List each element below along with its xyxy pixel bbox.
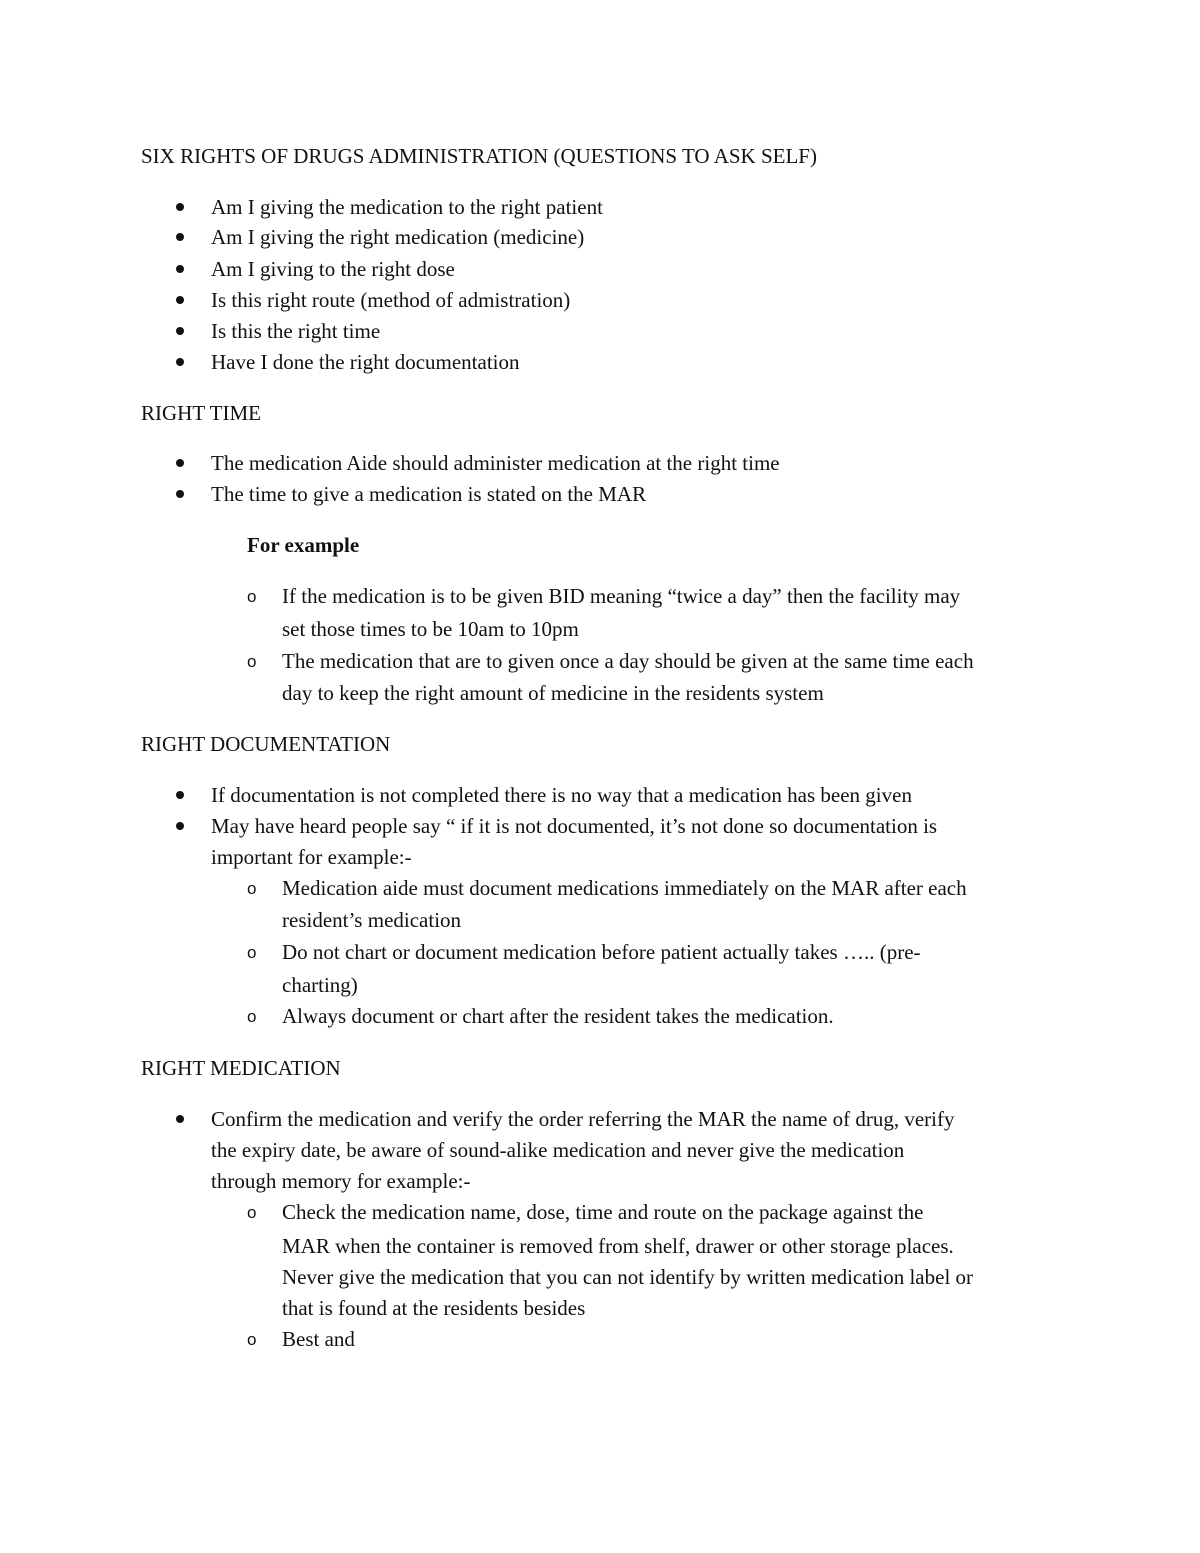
heading-six-rights: SIX RIGHTS OF DRUGS ADMINISTRATION (QUESTIONS TO ASK SELF): [141, 144, 817, 168]
list-item-line: Confirm the medication and verify the order referring the MAR the name of drug, verify: [211, 1107, 955, 1131]
sub-bullet-icon: o: [247, 1203, 257, 1222]
bullet-icon: [176, 358, 184, 366]
sub-list-item-line: day to keep the right amount of medicine in the residents system: [282, 681, 824, 705]
list-item-line: important for example:-: [211, 845, 412, 869]
sub-list-item-line: charting): [282, 973, 358, 997]
sub-bullet-icon: o: [247, 943, 257, 962]
list-item: The medication Aide should administer medication at the right time: [211, 451, 780, 475]
sub-bullet-icon: o: [247, 879, 257, 898]
heading-right-documentation: RIGHT DOCUMENTATION: [141, 732, 391, 756]
sub-bullet-icon: o: [247, 1007, 257, 1026]
list-item: The time to give a medication is stated on the MAR: [211, 482, 647, 506]
sub-list-item-line: Always document or chart after the resident takes the medication.: [282, 1004, 834, 1028]
sub-list-item-line: resident’s medication: [282, 908, 462, 932]
sub-list-item-line: Check the medication name, dose, time and route on the package against the: [282, 1200, 924, 1224]
heading-right-time: RIGHT TIME: [141, 401, 261, 425]
bullet-icon: [176, 233, 184, 241]
list-item: Is this the right time: [211, 319, 381, 343]
list-item-line: the expiry date, be aware of sound-alike medication and never give the medication: [211, 1138, 905, 1162]
example-label: For example: [247, 533, 360, 557]
list-item: Am I giving the medication to the right patient: [211, 195, 603, 219]
sub-list-item-line: Best and: [282, 1327, 355, 1351]
bullet-icon: [176, 327, 184, 335]
bullet-icon: [176, 1115, 184, 1123]
sub-bullet-icon: o: [247, 587, 257, 606]
sub-bullet-icon: o: [247, 652, 257, 671]
sub-bullet-icon: o: [247, 1330, 257, 1349]
sub-list-item-line: Never give the medication that you can not identify by written medication label or: [282, 1265, 974, 1289]
heading-right-medication: RIGHT MEDICATION: [141, 1056, 341, 1080]
list-item: Am I giving the right medication (medicine): [211, 225, 585, 249]
sub-list-item-line: Medication aide must document medications immediately on the MAR after each: [282, 876, 967, 900]
sub-list-item-line: If the medication is to be given BID meaning “twice a day” then the facility may: [282, 584, 961, 608]
list-item: Have I done the right documentation: [211, 350, 520, 374]
sub-list-item-line: MAR when the container is removed from shelf, drawer or other storage places.: [282, 1234, 954, 1258]
bullet-icon: [176, 490, 184, 498]
bullet-icon: [176, 822, 184, 830]
list-item: If documentation is not completed there is no way that a medication has been given: [211, 783, 912, 807]
list-item-line: through memory for example:-: [211, 1169, 471, 1193]
list-item: Is this right route (method of admistration): [211, 288, 571, 312]
bullet-icon: [176, 791, 184, 799]
sub-list-item-line: that is found at the residents besides: [282, 1296, 586, 1320]
list-item-line: May have heard people say “ if it is not documented, it’s not done so documentation is: [211, 814, 938, 838]
bullet-icon: [176, 203, 184, 211]
bullet-icon: [176, 265, 184, 273]
list-item: Am I giving to the right dose: [211, 257, 455, 281]
sub-list-item-line: set those times to be 10am to 10pm: [282, 617, 579, 641]
sub-list-item-line: The medication that are to given once a day should be given at the same time each: [282, 649, 974, 673]
bullet-icon: [176, 296, 184, 304]
bullet-icon: [176, 459, 184, 467]
sub-list-item-line: Do not chart or document medication before patient actually takes ….. (pre-: [282, 940, 921, 964]
